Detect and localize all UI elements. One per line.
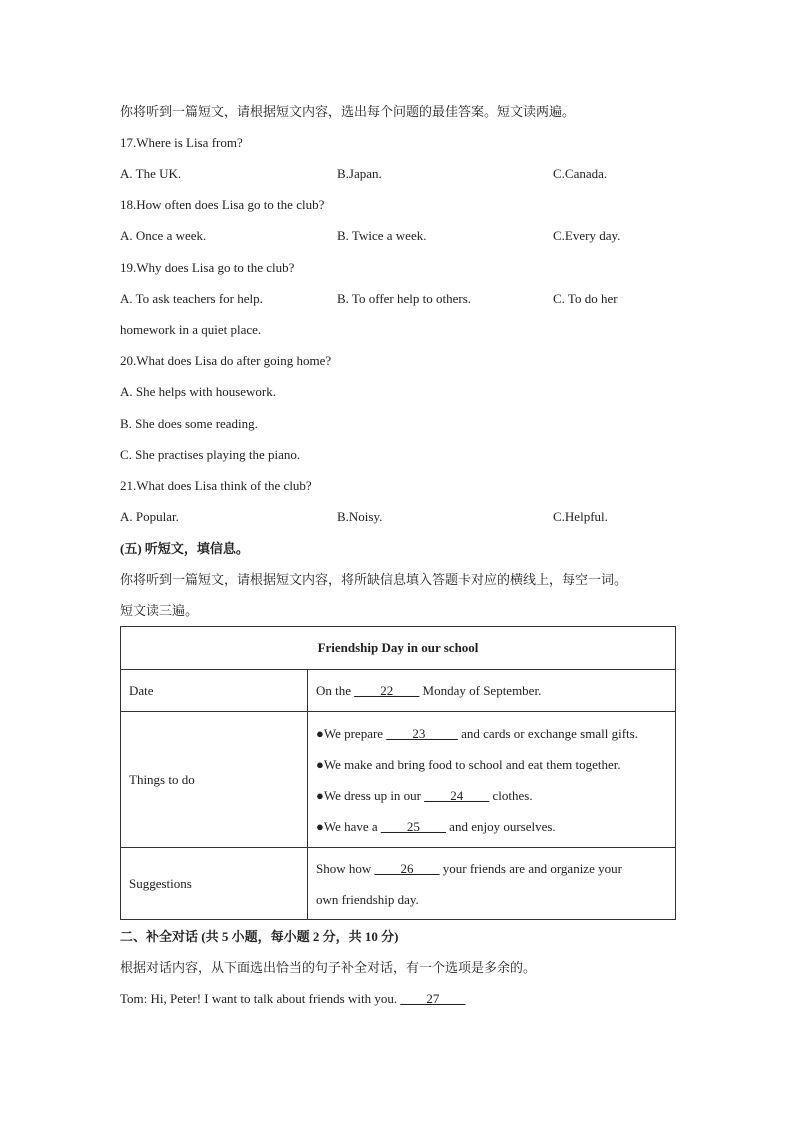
section-5-instruction-cont: 短文读三遍。 <box>120 603 199 618</box>
question-21: 21.What does Lisa think of the club? <box>120 478 312 493</box>
q21-option-c: C.Helpful. <box>553 509 608 524</box>
row-content-date <box>308 670 676 712</box>
line-text: ●We make and bring food to school and eat them together. <box>316 756 621 772</box>
q18-option-b: B. Twice a week. <box>337 228 427 243</box>
content-line <box>316 811 667 842</box>
row-label-date: Date <box>121 670 308 712</box>
question-20: 20.What does Lisa do after going home? <box>120 353 332 368</box>
line-text: and cards or exchange small gifts. <box>457 725 638 741</box>
q19-option-c: C. To do her <box>553 291 618 306</box>
q20-option-c: C. She practises playing the piano. <box>120 447 301 462</box>
q20-option-b: B. She does some reading. <box>120 416 258 431</box>
q20-option-a: A. She helps with housework. <box>120 384 276 399</box>
blank-26: ____26____ <box>374 860 440 876</box>
table-title: Friendship Day in our school <box>121 627 676 670</box>
content-line <box>316 749 667 780</box>
q17-option-b: B.Japan. <box>337 166 382 181</box>
q18-option-c: C.Every day. <box>553 228 621 243</box>
question-19: 19.Why does Lisa go to the club? <box>120 260 295 275</box>
dialogue-line <box>120 990 465 1008</box>
line-text: On the <box>316 683 355 698</box>
blank-27: ____27____ <box>400 991 466 1006</box>
table-row <box>121 670 676 712</box>
intro-instruction: 你将听到一篇短文，请根据短文内容，选出每个问题的最佳答案。短文读两遍。 <box>120 104 576 119</box>
line-text: clothes. <box>489 787 533 803</box>
blank-23: ____23_____ <box>386 725 458 741</box>
q17-option-c: C.Canada. <box>553 166 608 181</box>
line-text: own friendship day. <box>316 891 419 907</box>
part-2-instruction: 根据对话内容，从下面选出恰当的句子补全对话，有一个选项是多余的。 <box>120 960 537 975</box>
q19-option-c-continued: homework in a quiet place. <box>120 322 262 337</box>
table-row <box>121 712 676 848</box>
question-18: 18.How often does Lisa go to the club? <box>120 197 325 212</box>
row-content-things-to-do <box>308 712 676 848</box>
blank-22: ____22____ <box>354 683 420 698</box>
part-2-title: 二、补全对话 (共 5 小题，每小题 2 分，共 10 分) <box>120 929 399 944</box>
row-label-suggestions: Suggestions <box>121 848 308 920</box>
q21-option-b: B.Noisy. <box>337 509 383 524</box>
line-text: ●We prepare <box>316 725 387 741</box>
line-text: ●We have a <box>316 818 381 834</box>
content-line <box>316 675 667 706</box>
q19-option-a: A. To ask teachers for help. <box>120 291 263 306</box>
blank-25: ____25____ <box>380 818 446 834</box>
line-text: Monday of September. <box>419 683 542 698</box>
content-line <box>316 853 667 884</box>
row-label-things-to-do: Things to do <box>121 712 308 848</box>
content-line <box>316 718 667 749</box>
blank-24: ____24____ <box>424 787 490 803</box>
line-text: Show how <box>316 860 375 876</box>
line-text: and enjoy ourselves. <box>445 818 556 834</box>
friendship-day-table <box>120 626 676 920</box>
line-text: your friends are and organize your <box>439 860 622 876</box>
section-5-instruction: 你将听到一篇短文，请根据短文内容，将所缺信息填入答题卡对应的横线上，每空一词。 <box>120 572 628 587</box>
q19-option-b: B. To offer help to others. <box>337 291 472 306</box>
q17-option-a: A. The UK. <box>120 166 182 181</box>
q18-option-a: A. Once a week. <box>120 228 207 243</box>
q21-option-a: A. Popular. <box>120 509 179 524</box>
content-line <box>316 884 667 915</box>
dialogue-text: Tom: Hi, Peter! I want to talk about friends with you. <box>120 991 401 1006</box>
question-17: 17.Where is Lisa from? <box>120 135 243 150</box>
table-header-row <box>121 627 676 670</box>
content-line <box>316 780 667 811</box>
row-content-suggestions <box>308 848 676 920</box>
line-text: ●We dress up in our <box>316 787 425 803</box>
table-row <box>121 848 676 920</box>
section-5-title: (五) 听短文，填信息。 <box>120 541 249 556</box>
